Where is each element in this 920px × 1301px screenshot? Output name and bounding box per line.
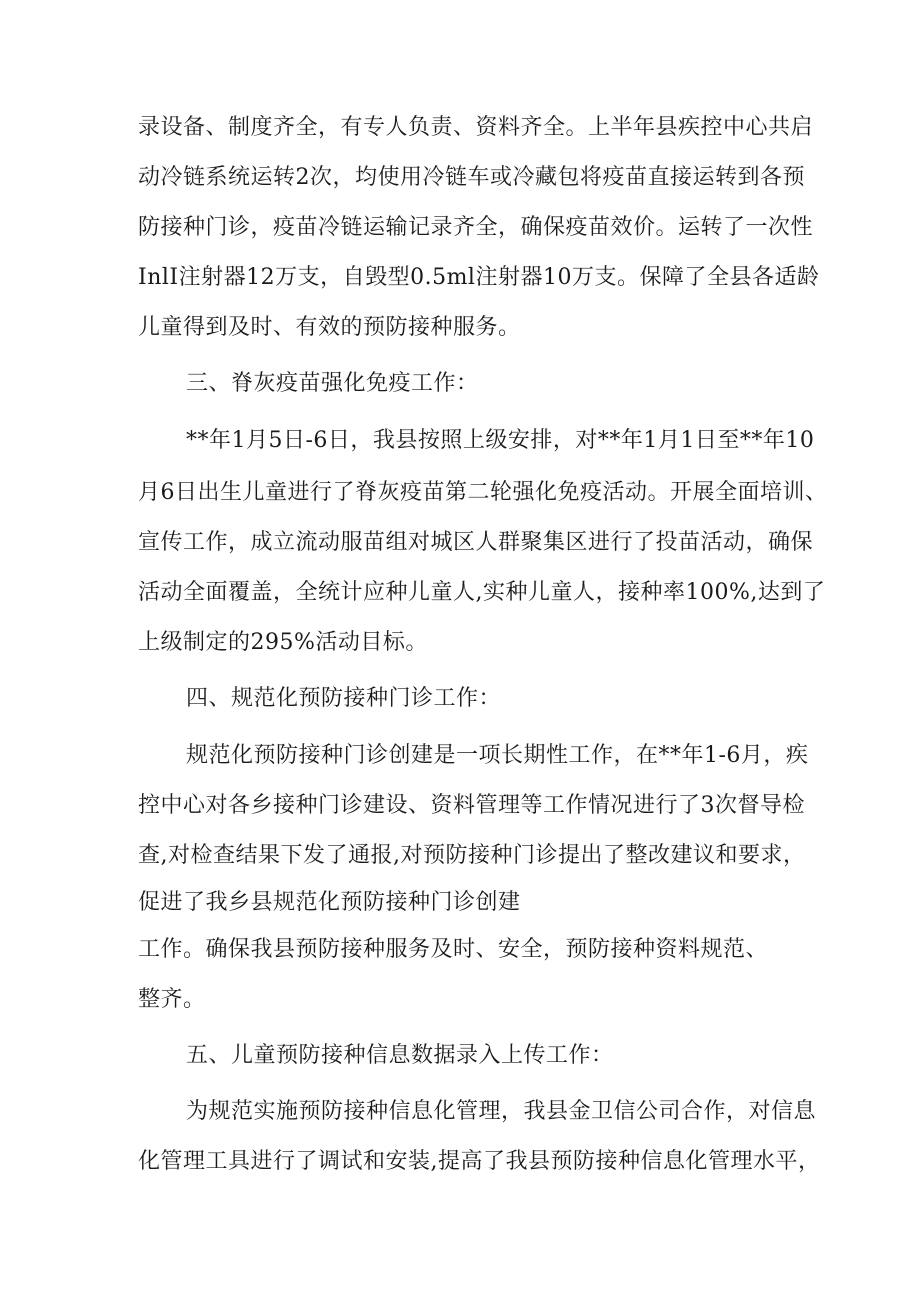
text-line: 动冷链系统运转2次，均使用冷链车或冷藏包将疫苗直接运转到各预: [138, 165, 805, 190]
text-line: 为规范实施预防接种信息化管理，我县金卫信公司合作，对信息: [186, 1099, 817, 1124]
text-line: 化管理工具进行了调试和安装,提高了我县预防接种信息化管理水平，: [138, 1149, 821, 1174]
text-line: 上级制定的295%活动目标。: [138, 630, 428, 655]
text-line: 整齐。: [138, 987, 206, 1012]
text-line: 宣传工作，成立流动服苗组对城区人群聚集区进行了投苗活动，确保: [138, 530, 814, 555]
text-line: 防接种门诊，疫苗冷链运输记录齐全，确保疫苗效价。运转了一次性: [138, 215, 814, 240]
text-line: InlI注射器12万支，自毁型0.5ml注射器10万支。保障了全县各适龄: [138, 265, 820, 290]
text-line: 工作。确保我县预防接种服务及时、安全，预防接种资料规范、: [138, 937, 769, 962]
section-heading: 三、脊灰疫苗强化免疫工作：: [186, 371, 479, 396]
text-line: 活动全面覆盖，全统计应种儿童人,实种儿童人，接种率100%,达到了: [138, 580, 826, 605]
text-line: 录设备、制度齐全，有专人负责、资料齐全。上半年县疾控中心共启: [138, 115, 814, 140]
text-line: 控中心对各乡接种门诊建设、资料管理等工作情况进行了3次督导检: [138, 793, 805, 818]
text-line: 儿童得到及时、有效的预防接种服务。: [138, 315, 521, 340]
text-line: 月6日出生儿童进行了脊灰疫苗第二轮强化免疫活动。开展全面培训、: [138, 480, 828, 505]
text-line: 查,对检查结果下发了通报,对预防接种门诊提出了整改建议和要求，: [138, 843, 806, 868]
text-line: **年1月5日-6日，我县按照上级安排，对**年1月1日至**年10: [186, 428, 815, 453]
text-line: 规范化预防接种门诊创建是一项长期性工作，在**年1-6月，疾: [186, 743, 809, 768]
section-heading: 五、儿童预防接种信息数据录入上传工作：: [186, 1043, 614, 1068]
section-heading: 四、规范化预防接种门诊工作：: [186, 686, 502, 711]
text-line: 促进了我乡县规范化预防接种门诊创建: [138, 890, 521, 915]
